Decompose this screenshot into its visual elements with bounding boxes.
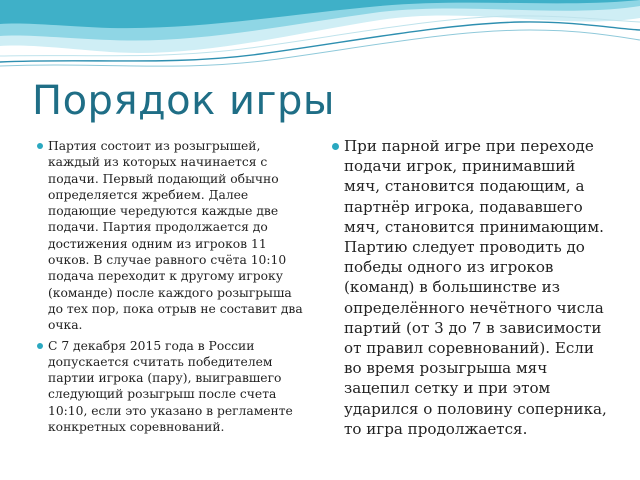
right-bullet-item: При парной игре при переходе подачи игрок, принимавший мяч, становится подающим, а партнёр игрока, подававшего мяч, становится принимающим. Партию следует проводить до победы одного из игроков (команд) в большинстве из определённого нечётного числа партий (от 3 до 7 в зависимости от правил соревнований). Если во время розыгрыша мяч зацепил сетку и при этом ударился о половину соперника, то игра продолжается. [344,137,607,438]
right-text-column [344,136,608,439]
left-text-column [48,138,310,435]
slide-title: Порядок игры [32,78,335,124]
wave-header-decoration [0,0,640,80]
left-bullet-item: С 7 декабря 2015 года в России допускается считать победителем партии игрока (пару), выигравшего следующий розыгрыш после счета 10:10, если это указано в регламенте конкретных соревнований. [48,338,310,436]
left-bullet-item: Партия состоит из розыгрышей, каждый из которых начинается с подачи. Первый подающий обычно определяется жребием. Далее подающие чередуются каждые две подачи. Партия продолжается до достижения одним из игроков 11 очков. В случае равного счёта 10:10 подача переходит к другому игроку (команде) после каждого розыгрыша до тех пор, пока отрыв не составит два очка. [48,138,310,334]
